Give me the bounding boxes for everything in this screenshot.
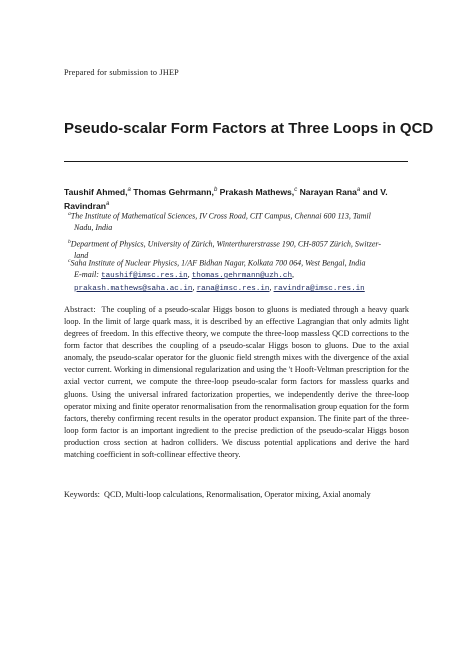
affiliation-text: land [74, 251, 89, 261]
affiliation-text: Department of Physics, University of Zürich, Winterthurerstrasse 190, CH-8057 Zürich, Switzer- [70, 239, 381, 249]
email-link[interactable]: thomas.gehrmann@uzh.ch [191, 272, 293, 280]
affiliation-mark: a [106, 200, 110, 207]
affiliation-text: Nadu, India [74, 223, 113, 233]
keywords [64, 489, 409, 501]
author-name: Prakash Mathews, [219, 186, 295, 197]
abstract-heading: Abstract: [64, 305, 96, 314]
abstract [64, 304, 409, 461]
author-name: Narayan Rana [299, 186, 357, 197]
keywords-heading: Keywords: [64, 490, 100, 499]
email-link[interactable]: ravindra@imsc.res.in [273, 285, 365, 293]
affiliation-text: The Institute of Mathematical Sciences, IV Cross Road, CIT Campus, Chennai 600 113, Tamil [70, 211, 371, 221]
email-link[interactable]: rana@imsc.res.in [196, 285, 270, 293]
affiliation-c [68, 256, 412, 269]
email-link[interactable]: prakash.mathews@saha.ac.in [74, 285, 193, 293]
author-name: Ravindran [64, 200, 107, 211]
title-rule [64, 161, 408, 162]
affiliation-mark: a [127, 187, 131, 193]
abstract-text: The coupling of a pseudo-scalar Higgs boson to gluons is mediated through a heavy quark loop. In the limit of large quark mass, it is described by an effective Lagrangian that only admits light degrees of freedom. In this effective theory, we compute the three-loop massless QCD corrections to the form factor that describes the coupling of a pseudo-scalar Higgs boson to gluons. Due to the axial anomaly, the pseudo-scalar operator for the gluonic field strength mixes with the divergence of the axial vector current. Working in dimensional regularization and using the 't Hooft-Veltman prescription for the axial vector current, we compute the three-loop pseudo-scalar form factors for massless quarks and gluons. Using the universal infrared factorization properties, we independently derive the three-loop operator mixing and finite operator renormalisation from the renormalisation group equation for the form factors, thereby confirming recent results in the operator product expansion. The finite part of the three-loop form factor is an important ingredient to the precise prediction of the pseudo-scalar Higgs boson production cross section at hadron colliders. We discuss potential applications and derive the hard matching coefficient in soft-collinear effective theory. [64, 305, 409, 459]
author-conjunction: and V. [362, 186, 388, 197]
email-label: E-mail: [74, 270, 100, 279]
affiliation-mark: b [68, 239, 71, 245]
affiliation-mark: c [294, 187, 298, 193]
affiliation-mark: a [356, 187, 361, 193]
affiliation-text: Saha Institute of Nuclear Physics, 1/AF Bidhan Nagar, Kolkata 700 064, West Bengal, India [70, 258, 366, 268]
author-list [64, 184, 408, 212]
submission-note-text: Prepared for submission to JHEP [64, 68, 179, 77]
affiliation-mark: b [213, 187, 218, 193]
keywords-text: QCD, Multi-loop calculations, Renormalisation, Operator mixing, Axial anomaly [104, 490, 371, 499]
affiliation-a [68, 209, 412, 234]
author-name: Thomas Gehrmann, [133, 186, 214, 197]
submission-note [64, 68, 179, 77]
author-name: Taushif Ahmed, [64, 186, 128, 197]
affiliation-mark: a [68, 211, 71, 217]
email-link[interactable]: taushif@imsc.res.in [101, 272, 188, 280]
affiliation-mark: c [68, 258, 71, 264]
email-block: E-mail: taushif@imsc.res.in, thomas.gehrmann@uzh.ch, prakash.mathews@saha.ac.in, rana@imsc.res.in, ravindra@imsc.res.in [74, 270, 365, 293]
paper-title: Pseudo-scalar Form Factors at Three Loops in QCD [64, 120, 434, 137]
